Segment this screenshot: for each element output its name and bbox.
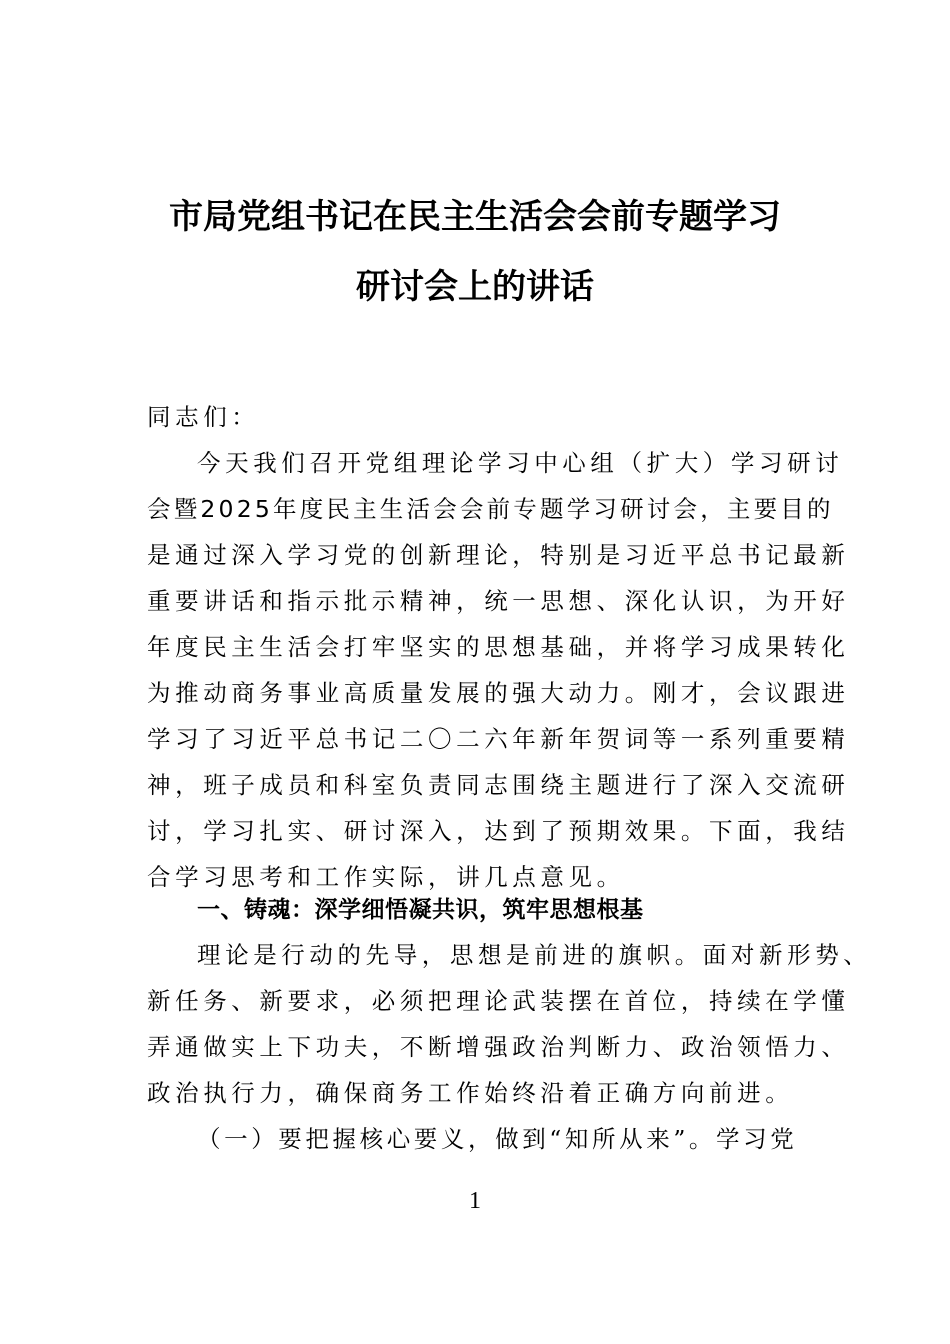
subsection-1-heading: （一）要把握核心要义，做到“知所从来”。学习党 [197,1125,798,1153]
paragraph-1-line: 年度民主生活会打牢坚实的思想基础，并将学习成果转化 [147,633,850,661]
paragraph-1-line: 今天我们召开党组理论学习中心组（扩大）学习研讨 [197,449,844,477]
paragraph-1-line: 重要讲话和指示批示精神，统一思想、深化认识，为开好 [147,587,850,615]
paragraph-2-line: 政治执行力，确保商务工作始终沿着正确方向前进。 [147,1079,794,1107]
section-1-heading: 一、铸魂：深学细悟凝共识，筑牢思想根基 [197,897,644,923]
paragraph-1-line: 是通过深入学习党的创新理论，特别是习近平总书记最新 [147,541,850,569]
paragraph-2-line: 理论是行动的先导，思想是前进的旗帜。面对新形势、 [197,941,872,969]
paragraph-1-line: 为推动商务事业高质量发展的强大动力。刚才，会议跟进 [147,679,850,707]
salutation: 同志们： [147,403,260,431]
paragraph-1-line: 学习了习近平总书记二〇二六年新年贺词等一系列重要精 [147,725,850,753]
paragraph-1-line: 合学习思考和工作实际，讲几点意见。 [147,863,625,891]
paragraph-1-line: 神，班子成员和科室负责同志围绕主题进行了深入交流研 [147,771,850,799]
page-number: 1 [469,1188,481,1214]
document-title-line-1: 市局党组书记在民主生活会会前专题学习 [169,197,781,237]
paragraph-2-line: 弄通做实上下功夫，不断增强政治判断力、政治领悟力、 [147,1033,850,1061]
paragraph-1-line: 讨，学习扎实、研讨深入，达到了预期效果。下面，我结 [147,817,850,845]
paragraph-1-line: 会暨2025年度民主生活会会前专题学习研讨会，主要目的 [147,495,834,523]
paragraph-2-line: 新任务、新要求，必须把理论武装摆在首位，持续在学懂 [147,987,850,1015]
document-title-line-2: 研讨会上的讲话 [356,267,594,307]
